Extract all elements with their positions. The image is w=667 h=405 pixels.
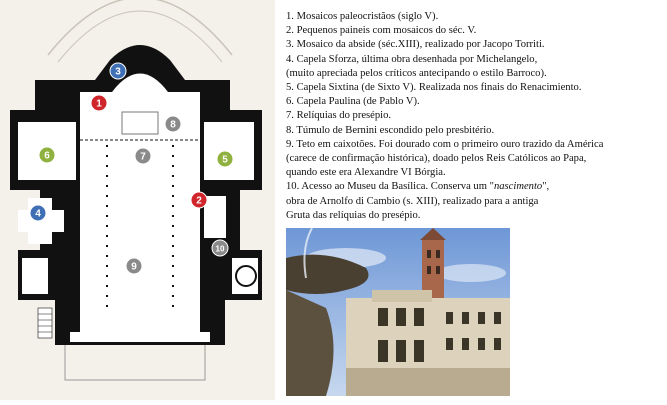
legend-item: quando este era Alexandre VI Bórgia.: [286, 167, 446, 179]
legend-item: 2. Pequenos paineis com mosaicos do séc. V.: [286, 25, 477, 37]
marker-9: [126, 258, 142, 274]
basilica-photo: [286, 228, 510, 396]
legend-item: 4. Capela Sforza, última obra desenhada por Michelangelo,: [286, 53, 538, 65]
svg-text:3: 3: [115, 66, 121, 78]
marker-6: [39, 147, 55, 163]
svg-text:6: 6: [44, 150, 50, 162]
legend-item: 6. Capela Paulina (de Pablo V).: [286, 96, 420, 108]
basilica-photo-drawing: [286, 228, 510, 396]
svg-text:8: 8: [170, 119, 176, 131]
svg-text:10: 10: [215, 244, 225, 254]
marker-5: [217, 151, 233, 167]
legend-item: 8. Túmulo de Bernini escondido pelo presbitério.: [286, 124, 495, 136]
marker-10: [212, 240, 228, 256]
legend-item: 10. Acesso ao Museu da Basílica. Conserva um "nascimento",: [286, 181, 550, 193]
right-room-a: [204, 196, 226, 238]
left-room: [22, 258, 48, 294]
floor-plan-drawing: [0, 0, 275, 400]
legend-item: 9. Teto em caixotões. Foi dourado com o primeiro ouro trazido da América: [286, 138, 604, 150]
marker-1: [91, 95, 107, 111]
svg-text:4: 4: [35, 208, 41, 220]
legend-item: 3. Mosaico da abside (séc.XIII), realizado por Jacopo Torriti.: [286, 39, 545, 51]
svg-text:7: 7: [140, 151, 146, 163]
marker-7: [135, 148, 151, 164]
svg-text:1: 1: [96, 98, 102, 110]
floor-plan: [0, 0, 275, 400]
legend-item: obra de Arnolfo di Cambio (s. XIII), realizado para a antiga: [286, 195, 539, 207]
legend-item: 5. Capela Sixtina (de Sixto V). Realizada nos finais do Renacimiento.: [286, 82, 582, 94]
courtyard-line: [65, 345, 205, 380]
marker-8: [165, 116, 181, 132]
nave: [80, 92, 200, 332]
svg-text:5: 5: [222, 154, 228, 166]
svg-text:2: 2: [196, 195, 202, 207]
legend-item: 1. Mosaicos paleocristãos (siglo V).: [286, 11, 439, 22]
svg-text:9: 9: [131, 261, 137, 273]
marker-3: [110, 63, 126, 79]
right-chapel: [204, 122, 254, 180]
legend-item: (carece de confirmação histórica), doado pelos Reis Católicos ao Papa,: [286, 153, 587, 165]
legend-list: [286, 10, 658, 223]
legend-item: 7. Relíquias do presépio.: [286, 110, 392, 122]
marker-4: [30, 205, 46, 221]
steps: [38, 308, 52, 338]
legend-item: Gruta das relíquias do presépio.: [286, 209, 421, 221]
portico: [70, 332, 210, 342]
marker-2: [191, 192, 207, 208]
legend-item: (muito apreciada pelos críticos antecipando o estilo Barroco).: [286, 67, 547, 79]
